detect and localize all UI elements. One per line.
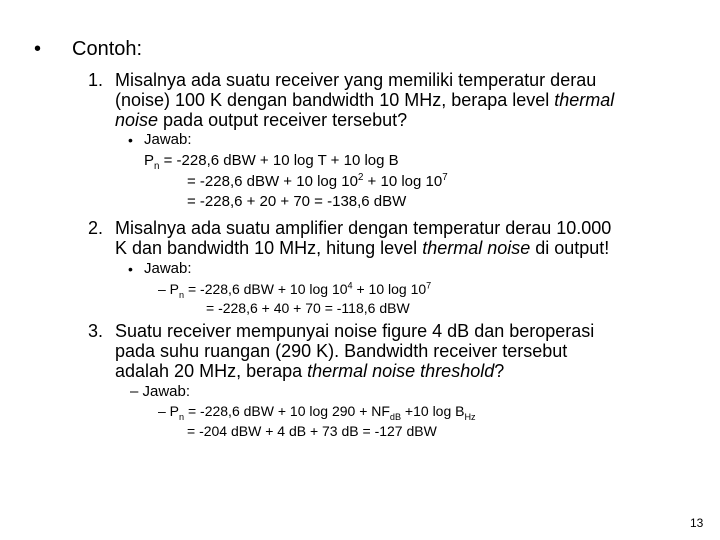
q3-line3: adalah 20 MHz, berapa thermal noise threshold? xyxy=(115,361,505,381)
q2-line1: Misalnya ada suatu amplifier dengan temperatur derau 10.000 xyxy=(115,218,612,238)
q3-equation-2: = -204 dBW + 4 dB + 73 dB = -127 dBW xyxy=(187,423,437,439)
q1-equation-2: = -228,6 dBW + 10 $\log 10^2 + 10$ $\log 10^7$ xyxy=(187,172,448,190)
q3-number: 3. xyxy=(88,321,104,341)
q2-answer-label: Jawab: xyxy=(144,260,192,277)
q1-text xyxy=(115,70,614,130)
q2-text xyxy=(115,218,611,258)
q1-equation-1: $P_n = -228,6$ dBW + 10 log T + 10 log B xyxy=(144,152,399,172)
q1-number: 1. xyxy=(88,70,104,90)
q1-line3: noise pada output receiver tersebut? xyxy=(115,110,408,130)
q1-answer-bullet: • xyxy=(128,132,133,148)
q1-line1: Misalnya ada suatu receiver yang memiliki temperatur derau xyxy=(115,70,597,90)
q2-number: 2. xyxy=(88,218,104,238)
q2-equation-2: = -228,6 + 40 + 70 = -118,6 dBW xyxy=(206,300,410,316)
heading-bullet: • xyxy=(34,38,42,60)
q2-answer-bullet: • xyxy=(128,261,133,277)
slide-heading: Contoh: xyxy=(72,38,143,60)
q3-text xyxy=(115,321,594,381)
q1-line2: (noise) 100 K dengan bandwidth 10 MHz, berapa level thermal xyxy=(115,90,615,110)
q3-answer-label: – Jawab: xyxy=(130,383,191,400)
q1-equation-3: = -228,6 + 20 + 70 = -138,6 dBW xyxy=(187,193,407,210)
page-number: 13 xyxy=(690,516,704,530)
q3-equation-1: – $P_n = -228,6$ dBW + 10 $\log 290 + NF_{dB} +10$ $\log B_{Hz}$ xyxy=(158,403,476,422)
q2-equation-1: – $P_n = -228,6$ dBW + 10 $\log 10^4 + 10$ $\log 10^7$ xyxy=(158,280,432,300)
q2-line2: K dan bandwidth 10 MHz, hitung level thermal noise di output! xyxy=(115,238,610,258)
q3-line2: pada suhu ruangan (290 K). Bandwidth receiver tersebut xyxy=(115,341,568,361)
q1-answer-label: Jawab: xyxy=(144,131,192,148)
q3-line1: Suatu receiver mempunyai noise figure 4 dB dan beroperasi xyxy=(115,321,595,341)
